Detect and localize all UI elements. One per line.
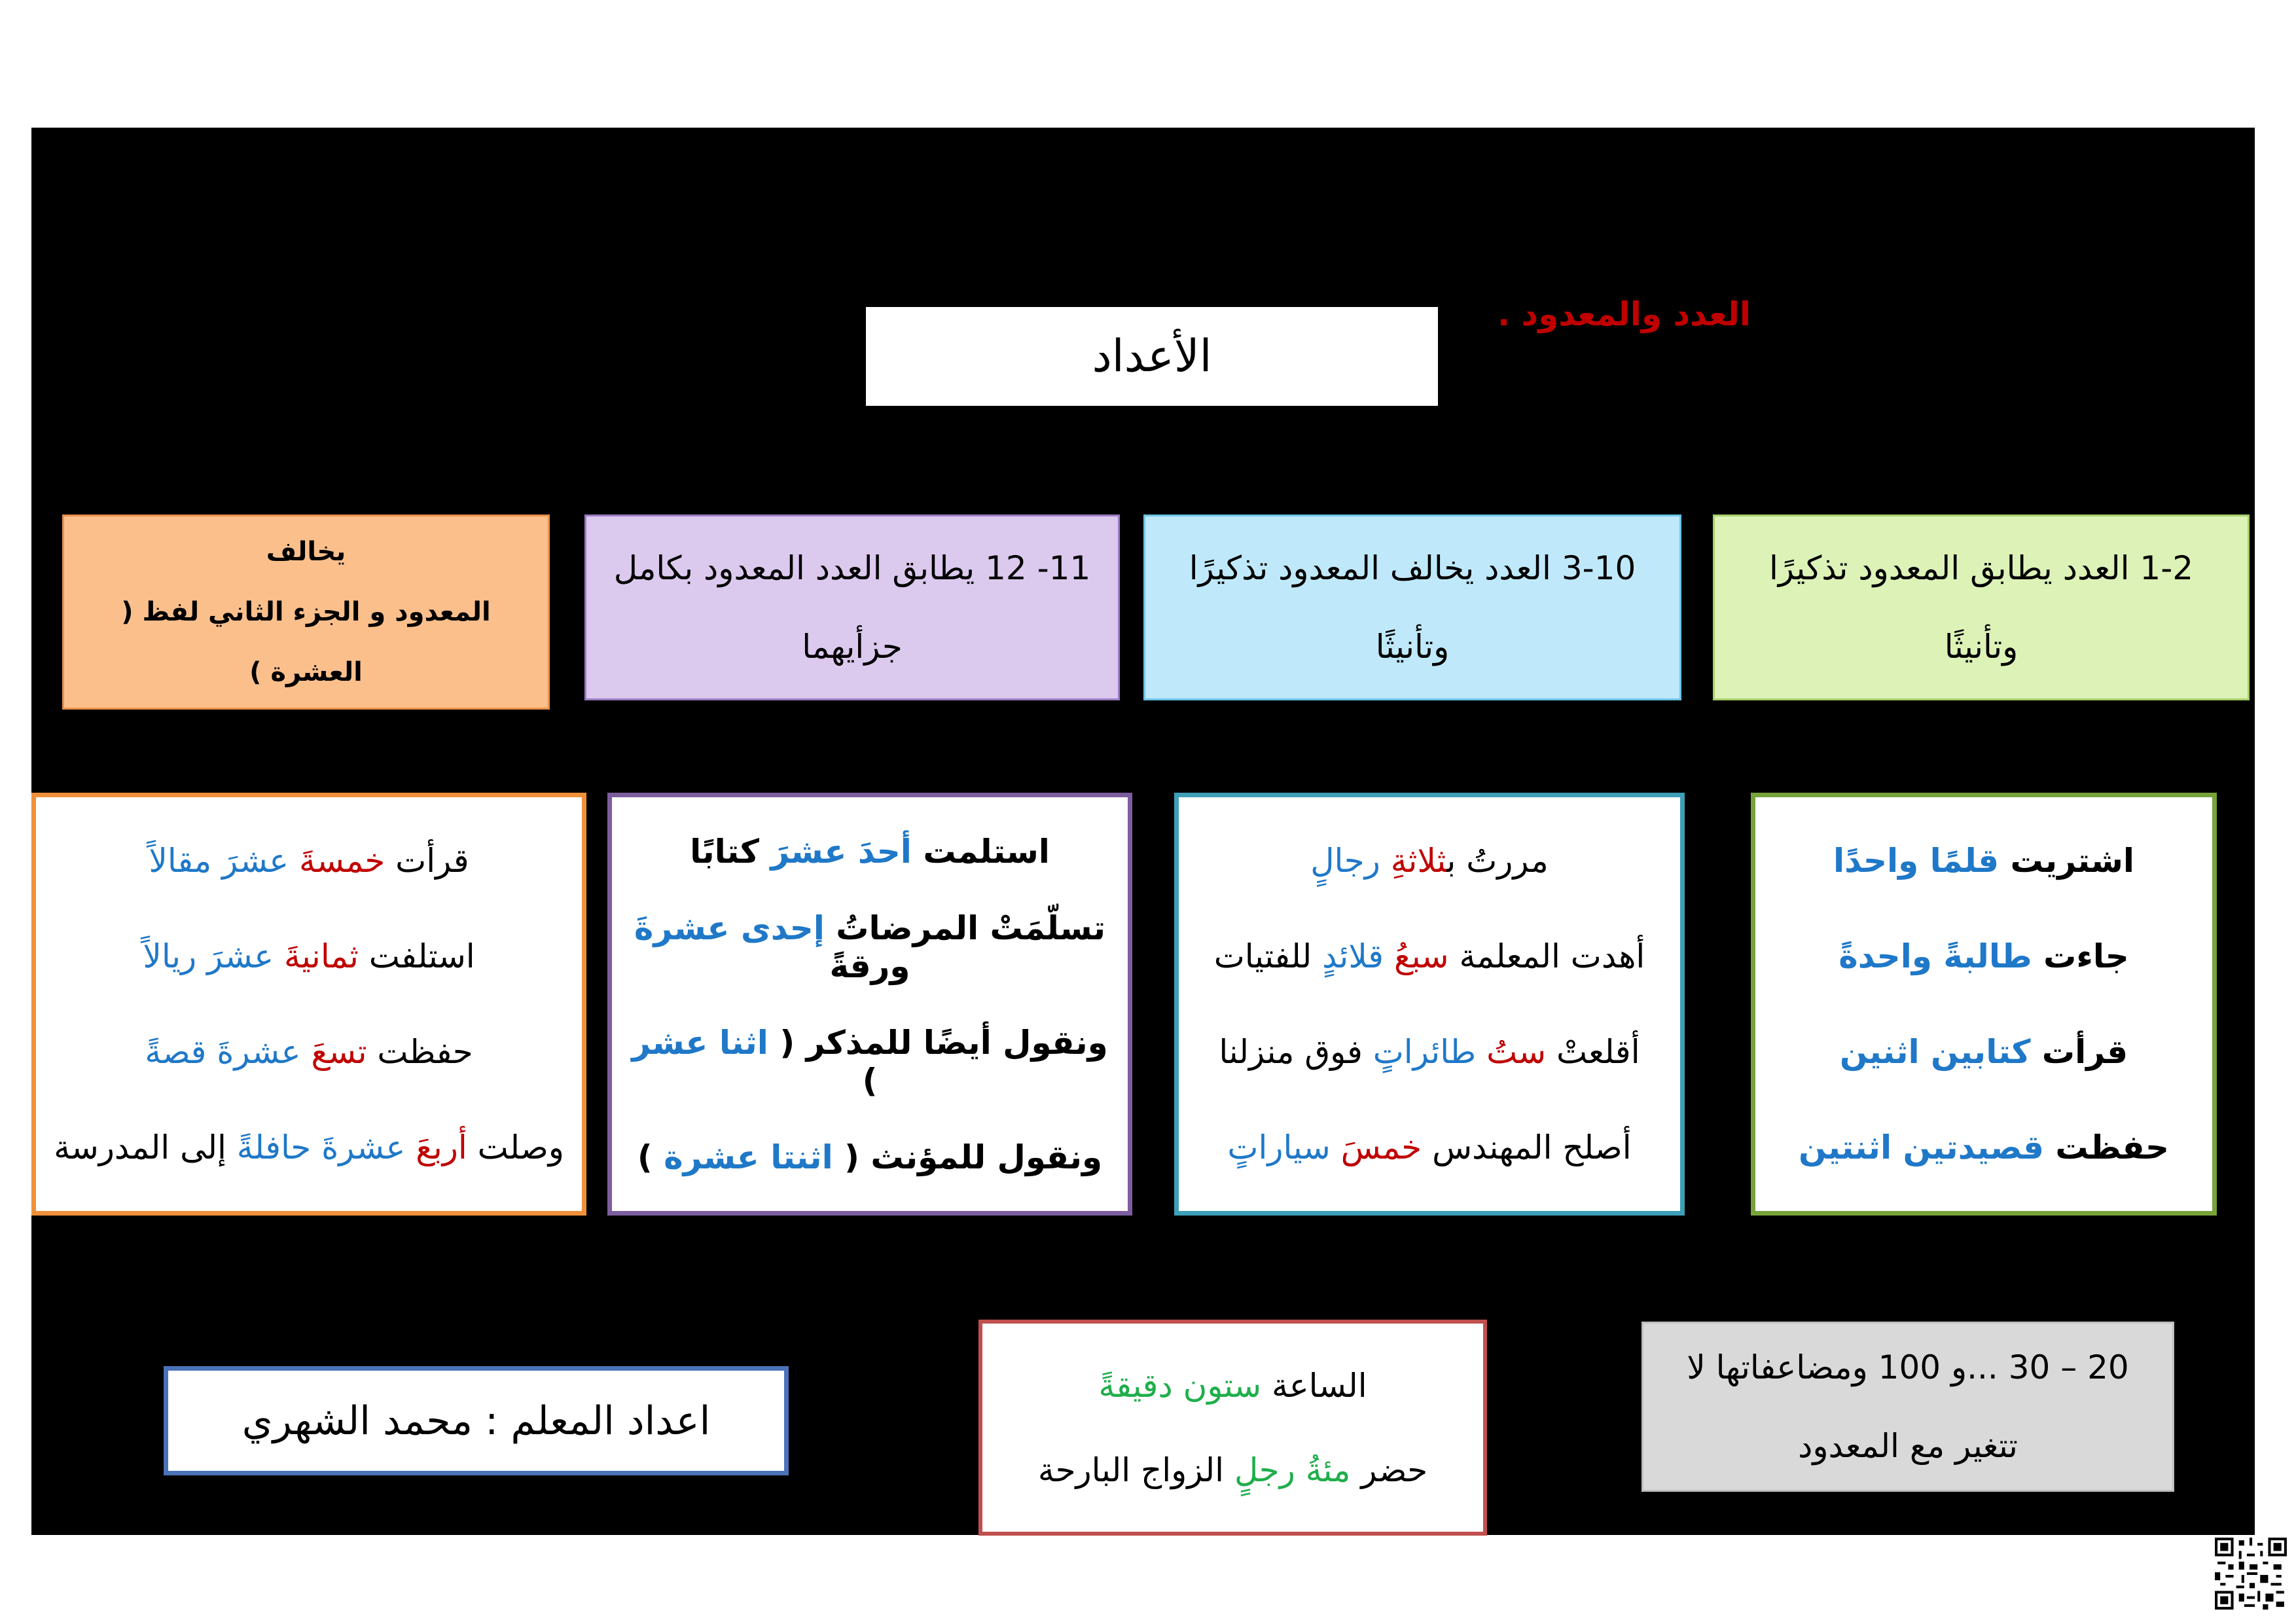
hundreds-examples-box [978,1320,1487,1536]
examples-box-thirteen-nineteen [31,793,586,1216]
example-sentence [690,833,1050,871]
example-highlight: اثنتا عشرة [664,1138,833,1176]
example-number: سبعُ [1393,937,1449,975]
example-text: تسلّمَتْ المرضاتُ [824,909,1106,947]
example-sentence [1038,1451,1427,1489]
example-text: كتابًا [690,832,771,871]
example-sentence [1214,937,1645,975]
example-highlight: اثنا عشر [632,1023,768,1062]
example-text: قرأت [2030,1033,2128,1071]
example-highlight: أحدَ عشرَ [770,832,912,871]
example-sentence [143,937,475,975]
example-text: وصلت [467,1128,564,1166]
example-counted: سياراتٍ [1227,1128,1341,1166]
rule-box-one-two [1713,514,2250,700]
example-sentence [1219,1033,1640,1071]
example-sentence [1098,1367,1367,1405]
page-title [864,305,1440,408]
example-sentence [145,1033,473,1071]
example-highlight: قلمًا واحدًا [1833,842,2000,880]
example-counted: قلائدٍ [1322,937,1394,975]
example-text: حضر [1350,1451,1428,1489]
example-sentence [1840,1033,2128,1071]
example-text: قرأت [385,842,469,880]
example-sentence [1227,1128,1631,1166]
example-highlight: إحدى عشرةَ [634,909,825,947]
example-text: استلمت [911,832,1050,871]
example-sentence [625,909,1115,985]
example-text: جاءت [2032,937,2129,975]
example-number: ثمانيةَ [284,937,359,975]
qr-code-graphic [2212,1535,2289,1612]
example-counted: عشرَ ريالاً [143,937,285,975]
examples-box-eleven-twelve [607,793,1132,1216]
example-number: أربعَ [416,1128,467,1166]
author-text: اعداد المعلم : محمد الشهري [242,1398,711,1444]
example-sentence [1310,842,1549,880]
example-sentence [637,1138,1102,1176]
tens-rule-box [1641,1322,2174,1492]
example-sentence [625,1024,1115,1100]
rule-text: وتأنيثًا [1375,628,1450,666]
examples-box-one-two [1751,793,2217,1216]
example-text: ) [637,1138,664,1176]
example-sentence [1839,937,2128,975]
example-sentence [1833,842,2134,880]
example-counted: رجالٍ [1310,842,1391,880]
example-text: للفتيات [1213,937,1323,975]
rule-text: 11- 12 يطابق العدد المعدود بكامل [613,549,1091,587]
example-text: إلى المدرسة [54,1128,237,1166]
rule-text: وتأنيثًا [1944,628,2018,666]
example-text: ونقول للمؤنث ( [833,1138,1103,1176]
example-text: مررتُ ب [1446,842,1549,880]
rule-text: 3-10 العدد يخالف المعدود تذكيرًا [1189,549,1636,587]
example-text: أهدت المعلمة [1448,937,1645,975]
example-highlight: قصيدتين اثنتين [1798,1128,2044,1166]
author-credit [164,1366,789,1475]
example-sentence [1799,1128,2169,1166]
example-highlight: طالبةً واحدةً [1839,937,2032,975]
example-number: ستُ [1486,1033,1547,1071]
subject-heading: العدد والمعدود . [1498,295,1751,333]
example-text: أصلح المهندس [1422,1128,1632,1166]
rule-text: المعدود و الجزء الثاني لفظ ( العشرة ) [121,597,491,687]
example-sentence [149,842,469,880]
example-number: خمسَ [1340,1128,1422,1166]
rule-box-eleven-twelve [584,514,1120,700]
example-text: الساعة [1261,1366,1367,1405]
rule-text: 13 – 19 الجزء الأول من العدد يخالف [117,477,495,567]
example-number: تسعَ [311,1033,367,1071]
example-text: أقلعتْ [1546,1033,1640,1071]
example-counted: عشرةَ قصةً [145,1033,312,1071]
rule-text: 20 – 30 ...و 100 ومضاعفاتها لا [1687,1348,2129,1386]
example-text: استلفت [358,937,475,975]
example-text: حفظت [2043,1128,2170,1166]
example-text: الزواج البارحة [1037,1451,1234,1489]
rule-box-three-ten [1143,514,1681,700]
example-text: ) [862,1061,878,1100]
rule-text: تتغير مع المعدود [1798,1427,2018,1465]
example-highlight: ستون دقيقةً [1098,1366,1262,1405]
example-counted: عشرةَ حافلةً [236,1128,416,1166]
rule-text: يطابق المعدود [214,717,398,748]
example-text: ونقول أيضًا للمذكر ( [768,1023,1108,1062]
rule-text: جزأيهما [802,628,903,666]
example-text: اشتريت [1999,842,2135,880]
example-sentence [54,1128,564,1166]
example-text: فوق منزلنا [1219,1033,1373,1071]
example-number: خمسةَ [299,842,386,880]
examples-box-three-ten [1174,793,1685,1216]
rule-text: 1-2 العدد يطابق المعدود تذكيرًا [1768,549,2194,587]
page-title-text: الأعداد [1092,331,1212,382]
example-counted: عشرَ مقالاً [149,842,300,880]
example-text: حفظت [367,1033,473,1071]
rule-box-thirteen-nineteen [62,477,550,748]
example-number: ثلاثةِ [1390,842,1447,880]
qr-code [2212,1535,2289,1612]
example-text: ورقةً [829,947,910,985]
example-highlight: مئةُ رجلٍ [1234,1451,1351,1489]
example-highlight: كتابين اثنين [1839,1033,2031,1071]
example-counted: طائراتٍ [1372,1033,1487,1071]
